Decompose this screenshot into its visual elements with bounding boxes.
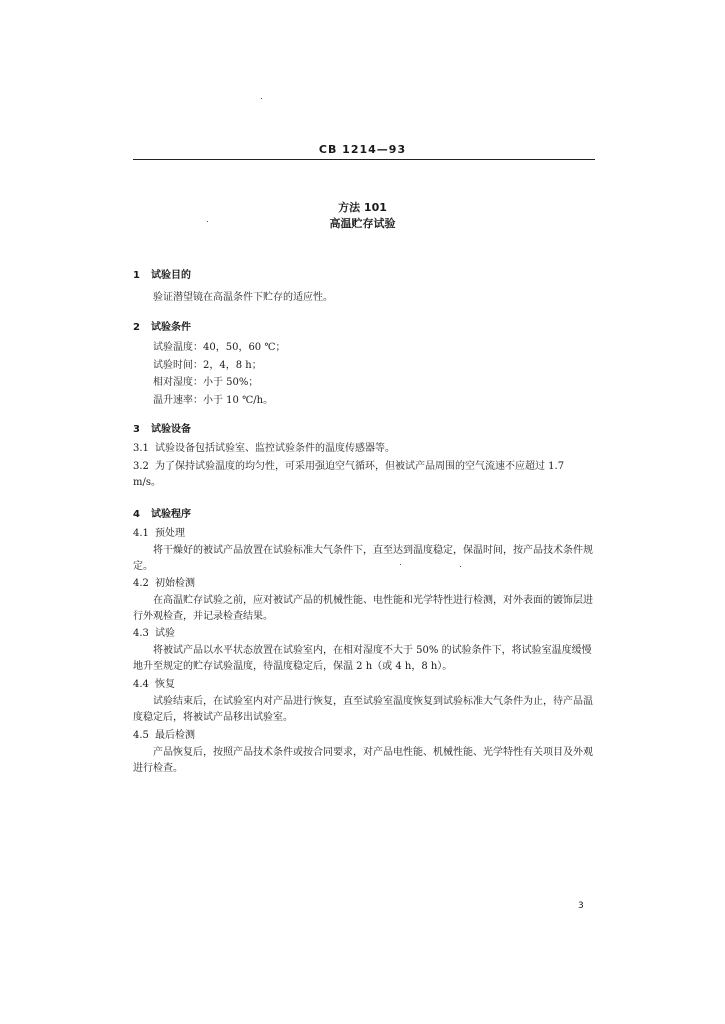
condition-item: 试验时间：2，4，8 h；: [153, 359, 262, 371]
clause-4-4-text: 试验结束后，在试验室内对产品进行恢复，直至试验室温度恢复到试验标准大气条件为止，待产品温度稳定后，将被试产品移出试验室。: [133, 696, 593, 723]
section-number: 3: [133, 424, 140, 435]
clause-title: 初始检测: [155, 578, 195, 589]
section-number: 4: [133, 509, 140, 520]
clause-3-1: [133, 441, 595, 457]
section-4-heading: [133, 505, 191, 520]
condition-item: 试验温度：40，50，60 ℃；: [153, 342, 286, 353]
clause-4-5-text: 产品恢复后，按照产品技术条件或按合同要求，对产品电性能、机械性能、光学特性有关项目及外观进行检查。: [133, 747, 593, 774]
clause-number: 3.2: [133, 461, 149, 472]
clause-number: 4.4: [133, 679, 149, 690]
condition-item: 温升速率：小于 10 ℃/h。: [153, 394, 274, 406]
clause-title: 预处理: [155, 528, 185, 539]
section-number: 2: [133, 322, 140, 333]
section-title: 试验设备: [151, 424, 191, 435]
clause-4-1-text: 将干燥好的被试产品放置在试验标准大气条件下，直至达到温度稳定，保温时间，按产品技术条件规定。: [133, 545, 593, 572]
clause-text: 为了保持试验温度的均匀性，可采用强迫空气循环，但被试产品周围的空气流速不应超过 1.7 m/s。: [133, 461, 565, 488]
clause-4-2-heading: [133, 576, 195, 592]
section-1-text: 验证潜望镜在高温条件下贮存的适应性。: [153, 292, 333, 303]
clause-3-2: [133, 459, 595, 491]
section-title: 试验程序: [151, 509, 191, 520]
clause-4-4-heading: [133, 677, 175, 693]
method-title: [0, 200, 725, 232]
section-number: 1: [133, 270, 140, 281]
clause-4-5-heading: [133, 728, 195, 744]
condition-item: 相对湿度：小于 50%；: [153, 377, 259, 388]
clause-number: 3.1: [133, 443, 149, 454]
clause-number: 4.3: [133, 628, 149, 639]
clause-number: 4.2: [133, 578, 149, 589]
clause-4-1-heading: [133, 526, 185, 542]
page-number: 3: [578, 901, 584, 911]
clause-number: 4.1: [133, 528, 149, 539]
scan-speck: [261, 98, 262, 99]
clause-4-3-text: 将被试产品以水平状态放置在试验室内，在相对湿度不大于 50% 的试验条件下，将试验室温度缓慢地升至规定的贮存试验温度，待温度稳定后，保温 2 h（或 4 h，8 h）。: [133, 645, 592, 672]
clause-4-2-text: 在高温贮存试验之前，应对被试产品的机械性能、电性能和光学特性进行检测，对外表面的镀饰层进行外观检查，并记录检查结果。: [133, 595, 593, 622]
clause-title: 恢复: [155, 679, 175, 690]
section-1-heading: [133, 266, 191, 281]
clause-text: 试验设备包括试验室、监控试验条件的温度传感器等。: [155, 443, 395, 454]
clause-title: 最后检测: [155, 730, 195, 741]
test-conditions-list: [153, 339, 286, 409]
method-number: 方法 101: [338, 201, 387, 214]
section-title: 试验条件: [151, 322, 191, 333]
clause-4-3-heading: [133, 626, 175, 642]
section-title: 试验目的: [151, 270, 191, 281]
method-name: 高温贮存试验: [329, 217, 396, 230]
header-divider: [133, 159, 595, 160]
section-3-heading: [133, 420, 191, 435]
standard-code: CB 1214—93: [318, 143, 407, 156]
clause-title: 试验: [155, 628, 175, 639]
clause-number: 4.5: [133, 730, 149, 741]
section-2-heading: [133, 318, 191, 333]
